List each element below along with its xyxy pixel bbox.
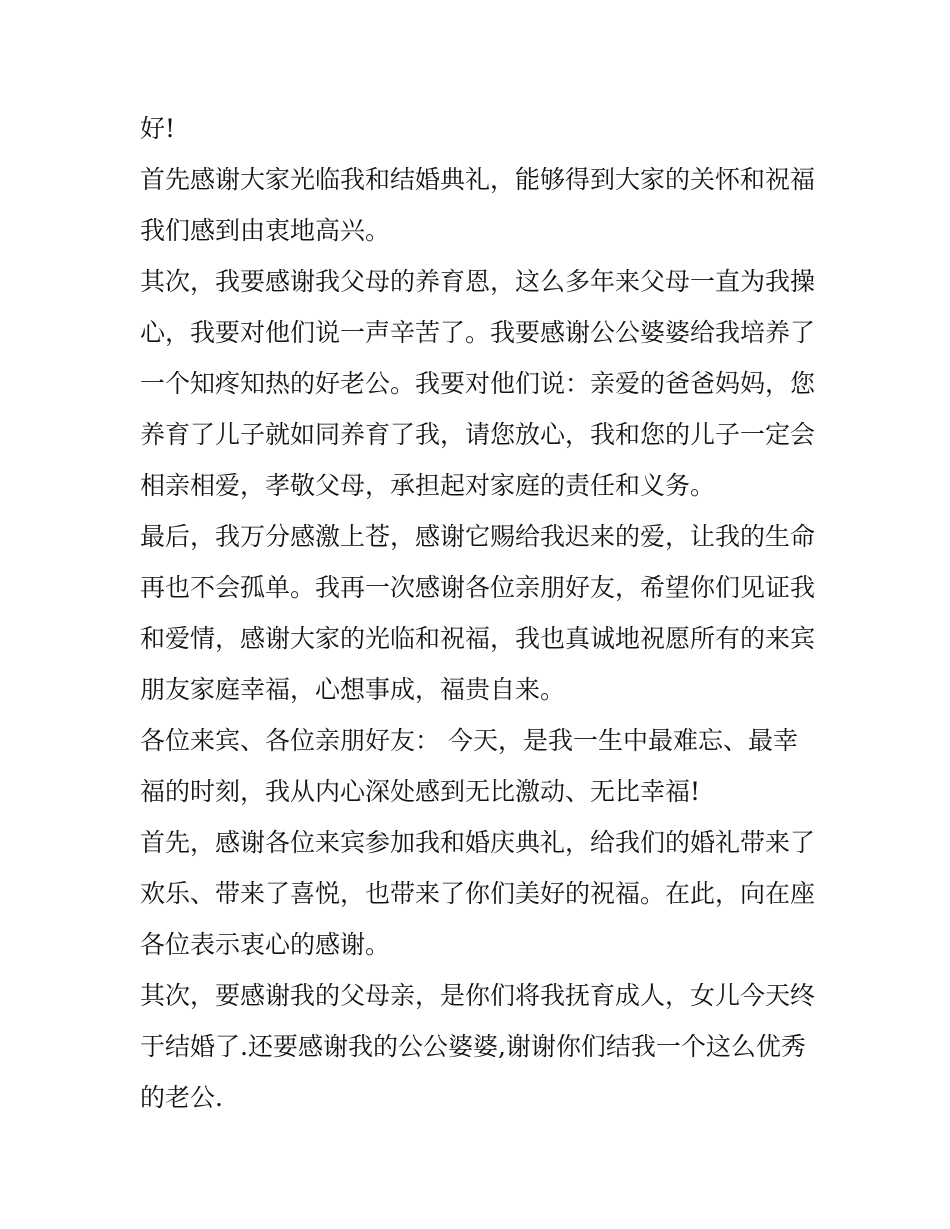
text-line: 首先感谢大家光临我和结婚典礼，能够得到大家的关怀和祝福 [140,165,816,194]
text-line: 福的时刻，我从内心深处感到无比激动、无比幸福! [140,777,701,806]
text-line: 我们感到由衷地高兴。 [140,216,391,245]
text-line: 养育了儿子就如同养育了我，请您放心，我和您的儿子一定会 [140,420,816,449]
text-line: 朋友家庭幸福，心想事成，福贵自来。 [140,675,566,704]
text-line: 一个知疼知热的好老公。我要对他们说：亲爱的爸爸妈妈，您 [140,369,816,398]
text-line: 的老公. [140,1083,223,1112]
text-line: 各位表示衷心的感谢。 [140,930,391,959]
text-line: 相亲相爱，孝敬父母，承担起对家庭的责任和义务。 [140,471,716,500]
text-line: 其次，我要感谢我父母的养育恩，这么多年来父母一直为我操 [140,267,816,296]
text-line: 再也不会孤单。我再一次感谢各位亲朋好友，希望你们见证我 [140,573,816,602]
text-line: 心，我要对他们说一声辛苦了。我要感谢公公婆婆给我培养了 [140,318,816,347]
text-line: 于结婚了.还要感谢我的公公婆婆,谢谢你们结我一个这么优秀 [140,1032,806,1061]
text-line: 各位来宾、各位亲朋好友： 今天，是我一生中最难忘、最幸 [140,726,798,755]
text-line: 欢乐、带来了喜悦，也带来了你们美好的祝福。在此，向在座 [140,879,816,908]
text-line: 和爱情，感谢大家的光临和祝福，我也真诚地祝愿所有的来宾 [140,624,816,653]
text-line: 首先，感谢各位来宾参加我和婚庆典礼，给我们的婚礼带来了 [140,828,816,857]
text-line: 好! [140,114,176,143]
text-line: 其次，要感谢我的父母亲，是你们将我抚育成人，女儿今天终 [140,981,816,1010]
text-line: 最后，我万分感激上苍，感谢它赐给我迟来的爱，让我的生命 [140,522,816,551]
document-body [140,103,820,1123]
